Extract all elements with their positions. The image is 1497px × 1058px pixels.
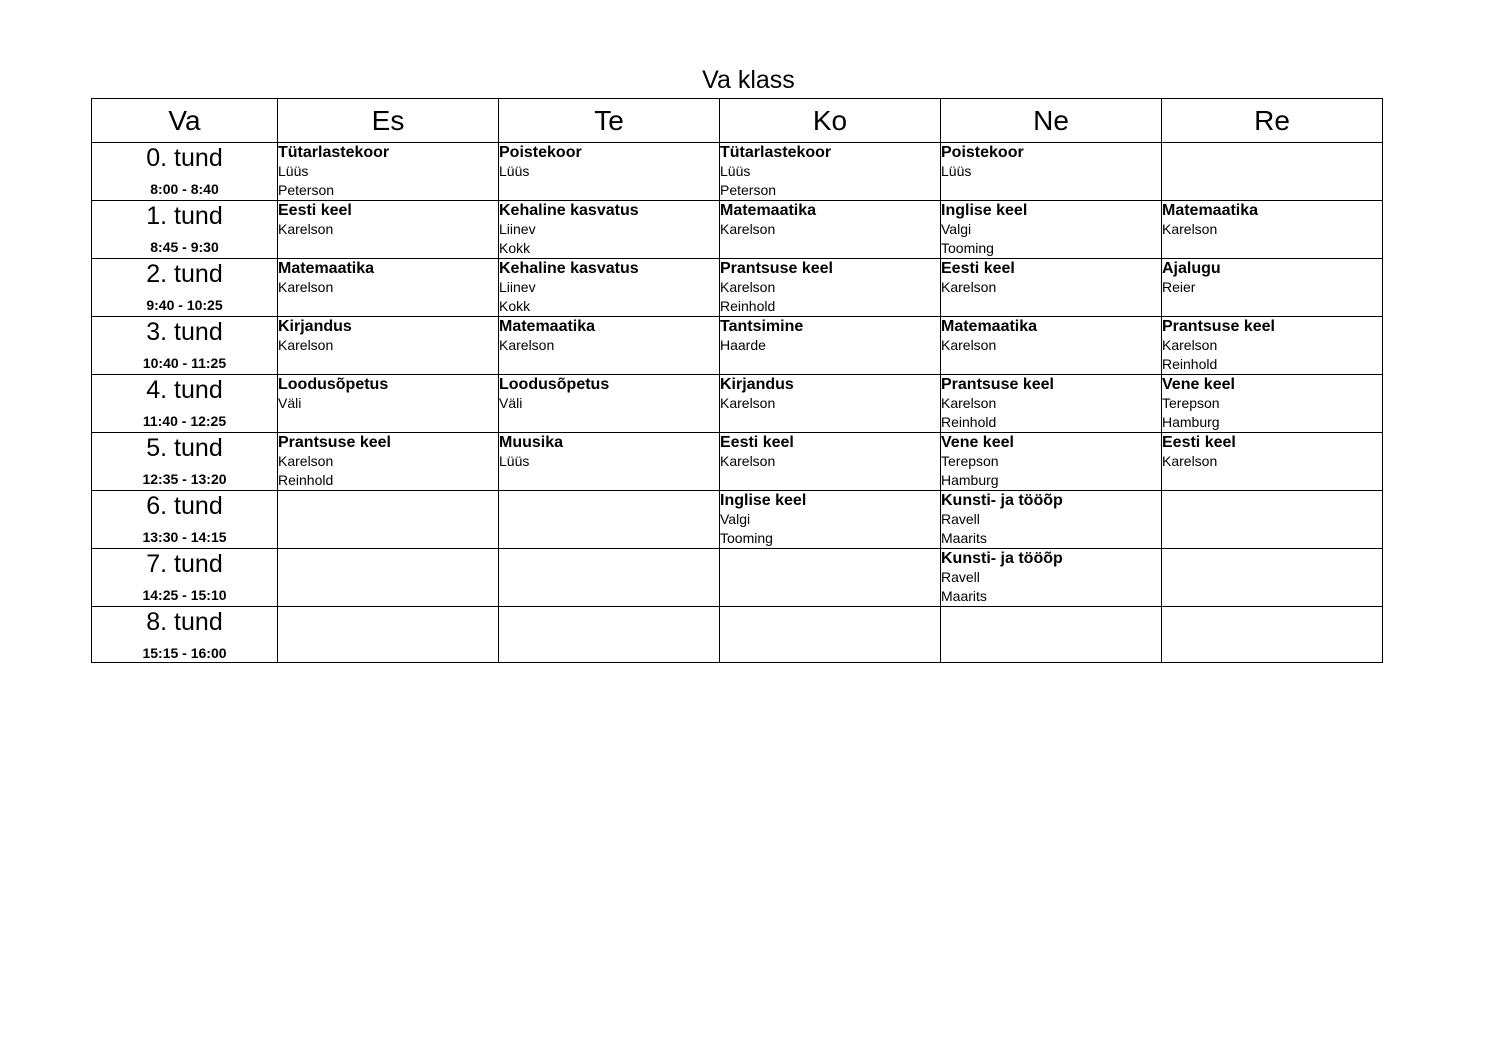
lesson-cell-es	[278, 317, 499, 375]
lesson-subject: Kunsti- ja tööõp	[941, 550, 1063, 567]
table-row	[92, 317, 1383, 375]
lesson-cell-re	[1162, 375, 1383, 433]
lesson-teacher: Karelson	[941, 395, 997, 411]
lesson-subject: Matemaatika	[499, 318, 596, 335]
schedule-table	[91, 98, 1383, 663]
period-cell	[92, 375, 278, 433]
lesson-cell-ne	[941, 317, 1162, 375]
lesson-teacher: Maarits	[941, 588, 987, 604]
table-row	[92, 375, 1383, 433]
lesson-teacher: Reinhold	[720, 298, 776, 314]
lesson-teacher: Haarde	[720, 337, 766, 353]
lesson-cell-es	[278, 201, 499, 259]
lesson-subject: Kirjandus	[278, 318, 352, 335]
period-cell	[92, 607, 278, 663]
lesson-teacher: Terepson	[1162, 395, 1220, 411]
lesson-teacher: Ravell	[941, 569, 980, 585]
lesson-cell-re	[1162, 317, 1383, 375]
period-label: 6. tund	[146, 492, 223, 520]
table-row	[92, 201, 1383, 259]
lesson-teacher: Reinhold	[941, 414, 997, 430]
lesson-subject: Tantsimine	[720, 318, 804, 335]
lesson-cell-ko	[720, 317, 941, 375]
lesson-teacher: Karelson	[278, 337, 334, 353]
table-row	[92, 143, 1383, 201]
lesson-teacher: Karelson	[720, 453, 776, 469]
lesson-subject: Poistekoor	[499, 144, 582, 161]
lesson-cell-ko	[720, 491, 941, 549]
empty-lesson-cell-ko	[720, 549, 941, 607]
lesson-teacher: Lüüs	[720, 163, 751, 179]
lesson-teacher: Karelson	[499, 337, 555, 353]
period-label: 1. tund	[146, 202, 223, 230]
page-title: Va klass	[702, 66, 795, 94]
period-label: 4. tund	[146, 376, 223, 404]
header-corner: Va	[92, 99, 278, 143]
lesson-teacher: Karelson	[278, 453, 334, 469]
lesson-teacher: Hamburg	[941, 472, 999, 488]
lesson-cell-es	[278, 375, 499, 433]
empty-lesson-cell-ne	[941, 607, 1162, 663]
lesson-cell-es	[278, 259, 499, 317]
lesson-cell-te	[499, 375, 720, 433]
header-day-te: Te	[499, 99, 720, 143]
lesson-subject: Tütarlastekoor	[278, 144, 390, 161]
lesson-teacher: Karelson	[278, 221, 334, 237]
lesson-cell-te	[499, 259, 720, 317]
lesson-teacher: Ravell	[941, 511, 980, 527]
lesson-teacher: Tooming	[720, 530, 773, 546]
lesson-cell-ne	[941, 143, 1162, 201]
lesson-cell-ko	[720, 201, 941, 259]
period-label: 5. tund	[146, 434, 223, 462]
period-cell	[92, 259, 278, 317]
lesson-cell-ne	[941, 549, 1162, 607]
lesson-teacher: Karelson	[941, 279, 997, 295]
lesson-subject: Eesti keel	[720, 434, 794, 451]
lesson-subject: Prantsuse keel	[1162, 318, 1275, 335]
lesson-subject: Loodusõpetus	[278, 376, 389, 393]
lesson-cell-ko	[720, 143, 941, 201]
lesson-teacher: Valgi	[720, 511, 751, 527]
header-day-ko: Ko	[720, 99, 941, 143]
lesson-cell-ne	[941, 259, 1162, 317]
lesson-teacher: Karelson	[720, 221, 776, 237]
period-time-range: 11:40 - 12:25	[142, 413, 227, 429]
lesson-subject: Kehaline kasvatus	[499, 260, 639, 277]
empty-lesson-cell-re	[1162, 607, 1383, 663]
empty-lesson-cell-te	[499, 491, 720, 549]
lesson-teacher: Terepson	[941, 453, 999, 469]
lesson-teacher: Reinhold	[1162, 356, 1218, 372]
lesson-teacher: Karelson	[1162, 453, 1218, 469]
lesson-teacher: Tooming	[941, 240, 994, 256]
period-time-range: 8:00 - 8:40	[150, 181, 219, 197]
lesson-subject: Prantsuse keel	[720, 260, 833, 277]
lesson-cell-ne	[941, 433, 1162, 491]
lesson-teacher: Karelson	[941, 337, 997, 353]
table-row	[92, 549, 1383, 607]
lesson-teacher: Liinev	[499, 279, 536, 295]
lesson-subject: Inglise keel	[720, 492, 807, 509]
lesson-teacher: Lüüs	[278, 163, 309, 179]
period-time-range: 10:40 - 11:25	[142, 355, 227, 371]
period-time-range: 8:45 - 9:30	[150, 239, 219, 255]
lesson-subject: Eesti keel	[941, 260, 1015, 277]
header-day-ne: Ne	[941, 99, 1162, 143]
lesson-cell-te	[499, 433, 720, 491]
lesson-teacher: Väli	[499, 395, 523, 411]
header-day-es: Es	[278, 99, 499, 143]
empty-lesson-cell-es	[278, 549, 499, 607]
lesson-cell-ko	[720, 375, 941, 433]
lesson-teacher: Valgi	[941, 221, 972, 237]
lesson-cell-ne	[941, 491, 1162, 549]
period-label: 3. tund	[146, 318, 223, 346]
lesson-teacher: Lüüs	[499, 453, 530, 469]
table-row	[92, 607, 1383, 663]
lesson-teacher: Karelson	[1162, 337, 1218, 353]
lesson-subject: Matemaatika	[1162, 202, 1259, 219]
period-cell	[92, 317, 278, 375]
table-row	[92, 491, 1383, 549]
lesson-cell-re	[1162, 201, 1383, 259]
lesson-subject: Eesti keel	[278, 202, 352, 219]
lesson-teacher: Lüüs	[941, 163, 972, 179]
lesson-teacher: Karelson	[1162, 221, 1218, 237]
lesson-subject: Matemaatika	[941, 318, 1038, 335]
lesson-teacher: Karelson	[720, 395, 776, 411]
lesson-subject: Vene keel	[941, 434, 1014, 451]
lesson-cell-re	[1162, 259, 1383, 317]
period-cell	[92, 491, 278, 549]
lesson-cell-te	[499, 317, 720, 375]
empty-lesson-cell-es	[278, 491, 499, 549]
empty-lesson-cell-re	[1162, 143, 1383, 201]
period-label: 7. tund	[146, 550, 223, 578]
header-day-re: Re	[1162, 99, 1383, 143]
period-time-range: 13:30 - 14:15	[142, 529, 227, 545]
lesson-teacher: Karelson	[278, 279, 334, 295]
lesson-subject: Ajalugu	[1162, 260, 1221, 277]
lesson-subject: Matemaatika	[278, 260, 375, 277]
lesson-cell-te	[499, 201, 720, 259]
lesson-subject: Prantsuse keel	[941, 376, 1054, 393]
period-time-range: 14:25 - 15:10	[142, 587, 227, 603]
lesson-teacher: Maarits	[941, 530, 987, 546]
lesson-teacher: Kokk	[499, 240, 531, 256]
lesson-cell-es	[278, 143, 499, 201]
lesson-teacher: Reier	[1162, 279, 1196, 295]
lesson-subject: Vene keel	[1162, 376, 1235, 393]
lesson-teacher: Kokk	[499, 298, 531, 314]
lesson-teacher: Liinev	[499, 221, 536, 237]
lesson-subject: Matemaatika	[720, 202, 817, 219]
lesson-cell-ne	[941, 201, 1162, 259]
schedule-body	[92, 143, 1383, 663]
lesson-teacher: Reinhold	[278, 472, 334, 488]
period-label: 8. tund	[146, 608, 223, 636]
lesson-cell-ko	[720, 259, 941, 317]
lesson-subject: Tütarlastekoor	[720, 144, 832, 161]
lesson-teacher: Hamburg	[1162, 414, 1220, 430]
lesson-teacher: Väli	[278, 395, 302, 411]
period-time-range: 9:40 - 10:25	[146, 297, 223, 313]
lesson-teacher: Peterson	[278, 182, 335, 198]
period-cell	[92, 143, 278, 201]
lesson-cell-te	[499, 143, 720, 201]
period-label: 2. tund	[146, 260, 223, 288]
lesson-cell-ne	[941, 375, 1162, 433]
lesson-cell-ko	[720, 433, 941, 491]
lesson-subject: Loodusõpetus	[499, 376, 610, 393]
lesson-subject: Prantsuse keel	[278, 434, 391, 451]
lesson-subject: Muusika	[499, 434, 564, 451]
period-time-range: 12:35 - 13:20	[142, 471, 227, 487]
period-cell	[92, 433, 278, 491]
empty-lesson-cell-te	[499, 607, 720, 663]
lesson-subject: Kehaline kasvatus	[499, 202, 639, 219]
table-row	[92, 259, 1383, 317]
lesson-subject: Kirjandus	[720, 376, 794, 393]
lesson-subject: Kunsti- ja tööõp	[941, 492, 1063, 509]
lesson-teacher: Karelson	[720, 279, 776, 295]
lesson-subject: Eesti keel	[1162, 434, 1236, 451]
empty-lesson-cell-te	[499, 549, 720, 607]
empty-lesson-cell-re	[1162, 549, 1383, 607]
lesson-teacher: Lüüs	[499, 163, 530, 179]
lesson-cell-es	[278, 433, 499, 491]
lesson-subject: Inglise keel	[941, 202, 1028, 219]
table-header-row	[92, 99, 1383, 143]
empty-lesson-cell-es	[278, 607, 499, 663]
lesson-teacher: Peterson	[720, 182, 777, 198]
lesson-subject: Poistekoor	[941, 144, 1024, 161]
empty-lesson-cell-re	[1162, 491, 1383, 549]
period-time-range: 15:15 - 16:00	[142, 645, 227, 661]
period-cell	[92, 549, 278, 607]
period-cell	[92, 201, 278, 259]
lesson-cell-re	[1162, 433, 1383, 491]
empty-lesson-cell-ko	[720, 607, 941, 663]
table-row	[92, 433, 1383, 491]
period-label: 0. tund	[146, 144, 223, 172]
